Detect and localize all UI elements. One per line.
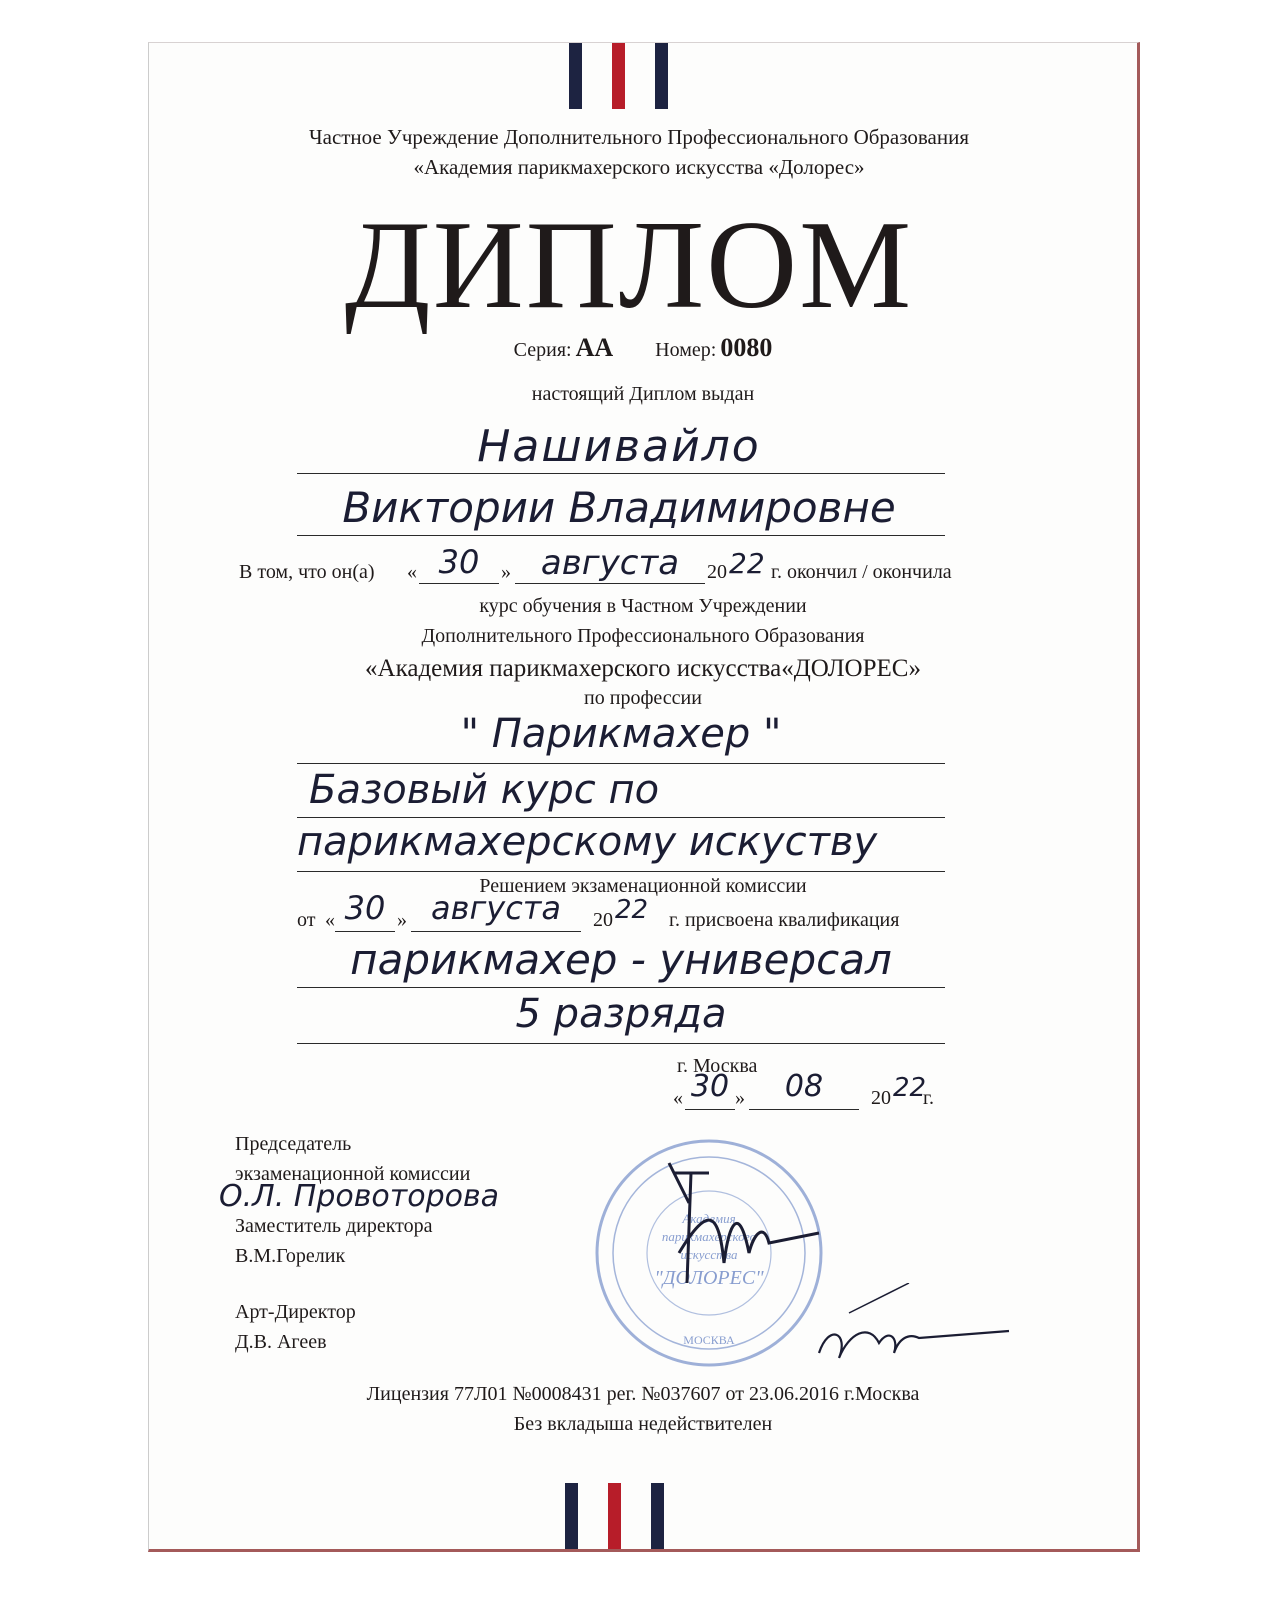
completion-prefix: В том, что он(а)	[239, 561, 375, 583]
date-month: 08	[784, 1069, 824, 1104]
completion-day-line	[419, 583, 499, 584]
completion-year-suffix: 22	[729, 547, 765, 580]
completion-day: 30	[438, 543, 480, 581]
qualification-day: 30	[344, 889, 386, 927]
date-year-unit: г.	[923, 1087, 934, 1109]
date-year-prefix: 20	[871, 1087, 891, 1109]
chair-title1: Председатель	[235, 1133, 352, 1155]
stripe-navy-left	[569, 43, 582, 109]
chair-name: О.Л. Провоторова	[219, 1179, 500, 1214]
art-title: Арт-Директор	[235, 1301, 356, 1323]
institution-line1: Частное Учреждение Дополнительного Профессионального Образования	[308, 125, 970, 149]
qualification-month-line	[411, 931, 581, 932]
bottom-stripe-navy-right	[651, 1483, 664, 1549]
diploma-title: ДИПЛОМ	[344, 196, 914, 335]
decision-text: Решением экзаменационной комиссии	[479, 875, 807, 897]
qualification-suffix: г. присвоена квалификация	[669, 909, 900, 931]
deputy-name: В.М.Горелик	[235, 1245, 346, 1267]
completion-line3: «Академия парикмахерского искусства«ДОЛОРЕС»	[365, 655, 921, 682]
profession-line3-rule	[297, 871, 945, 872]
surname-line	[297, 473, 945, 474]
bottom-stripe-red	[608, 1483, 621, 1549]
recipient-name: Виктории Владимировне	[342, 483, 896, 532]
top-stripes	[569, 43, 689, 109]
city: г. Москва	[677, 1055, 758, 1077]
bottom-stripe-navy-left	[565, 1483, 578, 1549]
date-day: 30	[690, 1069, 730, 1104]
deputy-title: Заместитель директора	[235, 1215, 433, 1237]
seal-inner-line4: "ДОЛОРЕС"	[654, 1267, 764, 1289]
stripe-red	[612, 43, 625, 109]
art-director-signature	[809, 1283, 1029, 1373]
qualification-close-quote: »	[397, 909, 407, 931]
qualification-year-suffix: 22	[615, 895, 649, 925]
seal-inner-line1: Академия	[682, 1211, 736, 1226]
profession-line3: парикмахерскому искуству	[297, 819, 878, 865]
date-day-line	[685, 1109, 735, 1110]
qualification-day-line	[335, 931, 395, 932]
seal-inner-line3: искусства	[680, 1247, 738, 1262]
profession-line1: " Парикмахер "	[460, 711, 782, 757]
name-line	[297, 535, 945, 536]
qualification-year-prefix: 20	[593, 909, 613, 931]
series-label: Серия:	[513, 339, 572, 361]
qualification-line2-rule	[297, 1043, 945, 1044]
profession-line1-rule	[297, 763, 945, 764]
seal-bottom-text: МОСКВА	[683, 1333, 735, 1347]
qualification-value-line1: парикмахер - универсал	[350, 935, 892, 984]
stripe-navy-right	[655, 43, 668, 109]
chair-title2: экзаменационной комиссии	[235, 1163, 471, 1185]
series-value: АА	[575, 333, 614, 362]
date-open-quote: «	[673, 1087, 683, 1109]
license-text: Лицензия 77Л01 №0008431 рег. №037607 от 23.06.2016 г.Москва	[366, 1383, 920, 1405]
number-label: Номер:	[655, 339, 717, 361]
seal-inner-line2: парикмахерского	[661, 1229, 757, 1244]
date-month-line	[749, 1109, 859, 1110]
completion-suffix: г. окончил / окончила	[771, 561, 952, 583]
profession-line2-rule	[297, 817, 945, 818]
validity-note: Без вкладыша недействителен	[513, 1413, 773, 1435]
qualification-value-line2: 5 разряда	[515, 991, 727, 1037]
completion-line4: по профессии	[584, 687, 702, 709]
art-name: Д.В. Агеев	[235, 1331, 327, 1353]
qualification-month: августа	[430, 889, 562, 927]
series-number-row	[149, 333, 1137, 363]
profession-line2: Базовый курс по	[309, 767, 660, 813]
diploma-page	[148, 42, 1140, 1552]
completion-open-quote: «	[407, 561, 417, 583]
qualification-from-label: от	[297, 909, 316, 931]
deputy-signature	[629, 1143, 829, 1303]
qualification-line1-rule	[297, 987, 945, 988]
completion-line1: курс обучения в Частном Учреждении	[479, 595, 807, 617]
completion-line2: Дополнительного Профессионального Образования	[421, 625, 865, 647]
completion-month-line	[515, 583, 705, 584]
date-close-quote: »	[735, 1087, 745, 1109]
completion-month: августа	[540, 543, 680, 583]
issued-text: настоящий Диплом выдан	[531, 383, 755, 405]
completion-close-quote: »	[501, 561, 511, 583]
date-year-suffix: 22	[893, 1073, 927, 1103]
recipient-surname: Нашивайло	[477, 421, 761, 472]
institution-line2: «Академия парикмахерского искусства «Долорес»	[413, 155, 865, 179]
number-value: 0080	[720, 333, 773, 362]
qualification-open-quote: «	[325, 909, 335, 931]
bottom-stripes	[565, 1483, 685, 1549]
completion-year-prefix: 20	[707, 561, 727, 583]
